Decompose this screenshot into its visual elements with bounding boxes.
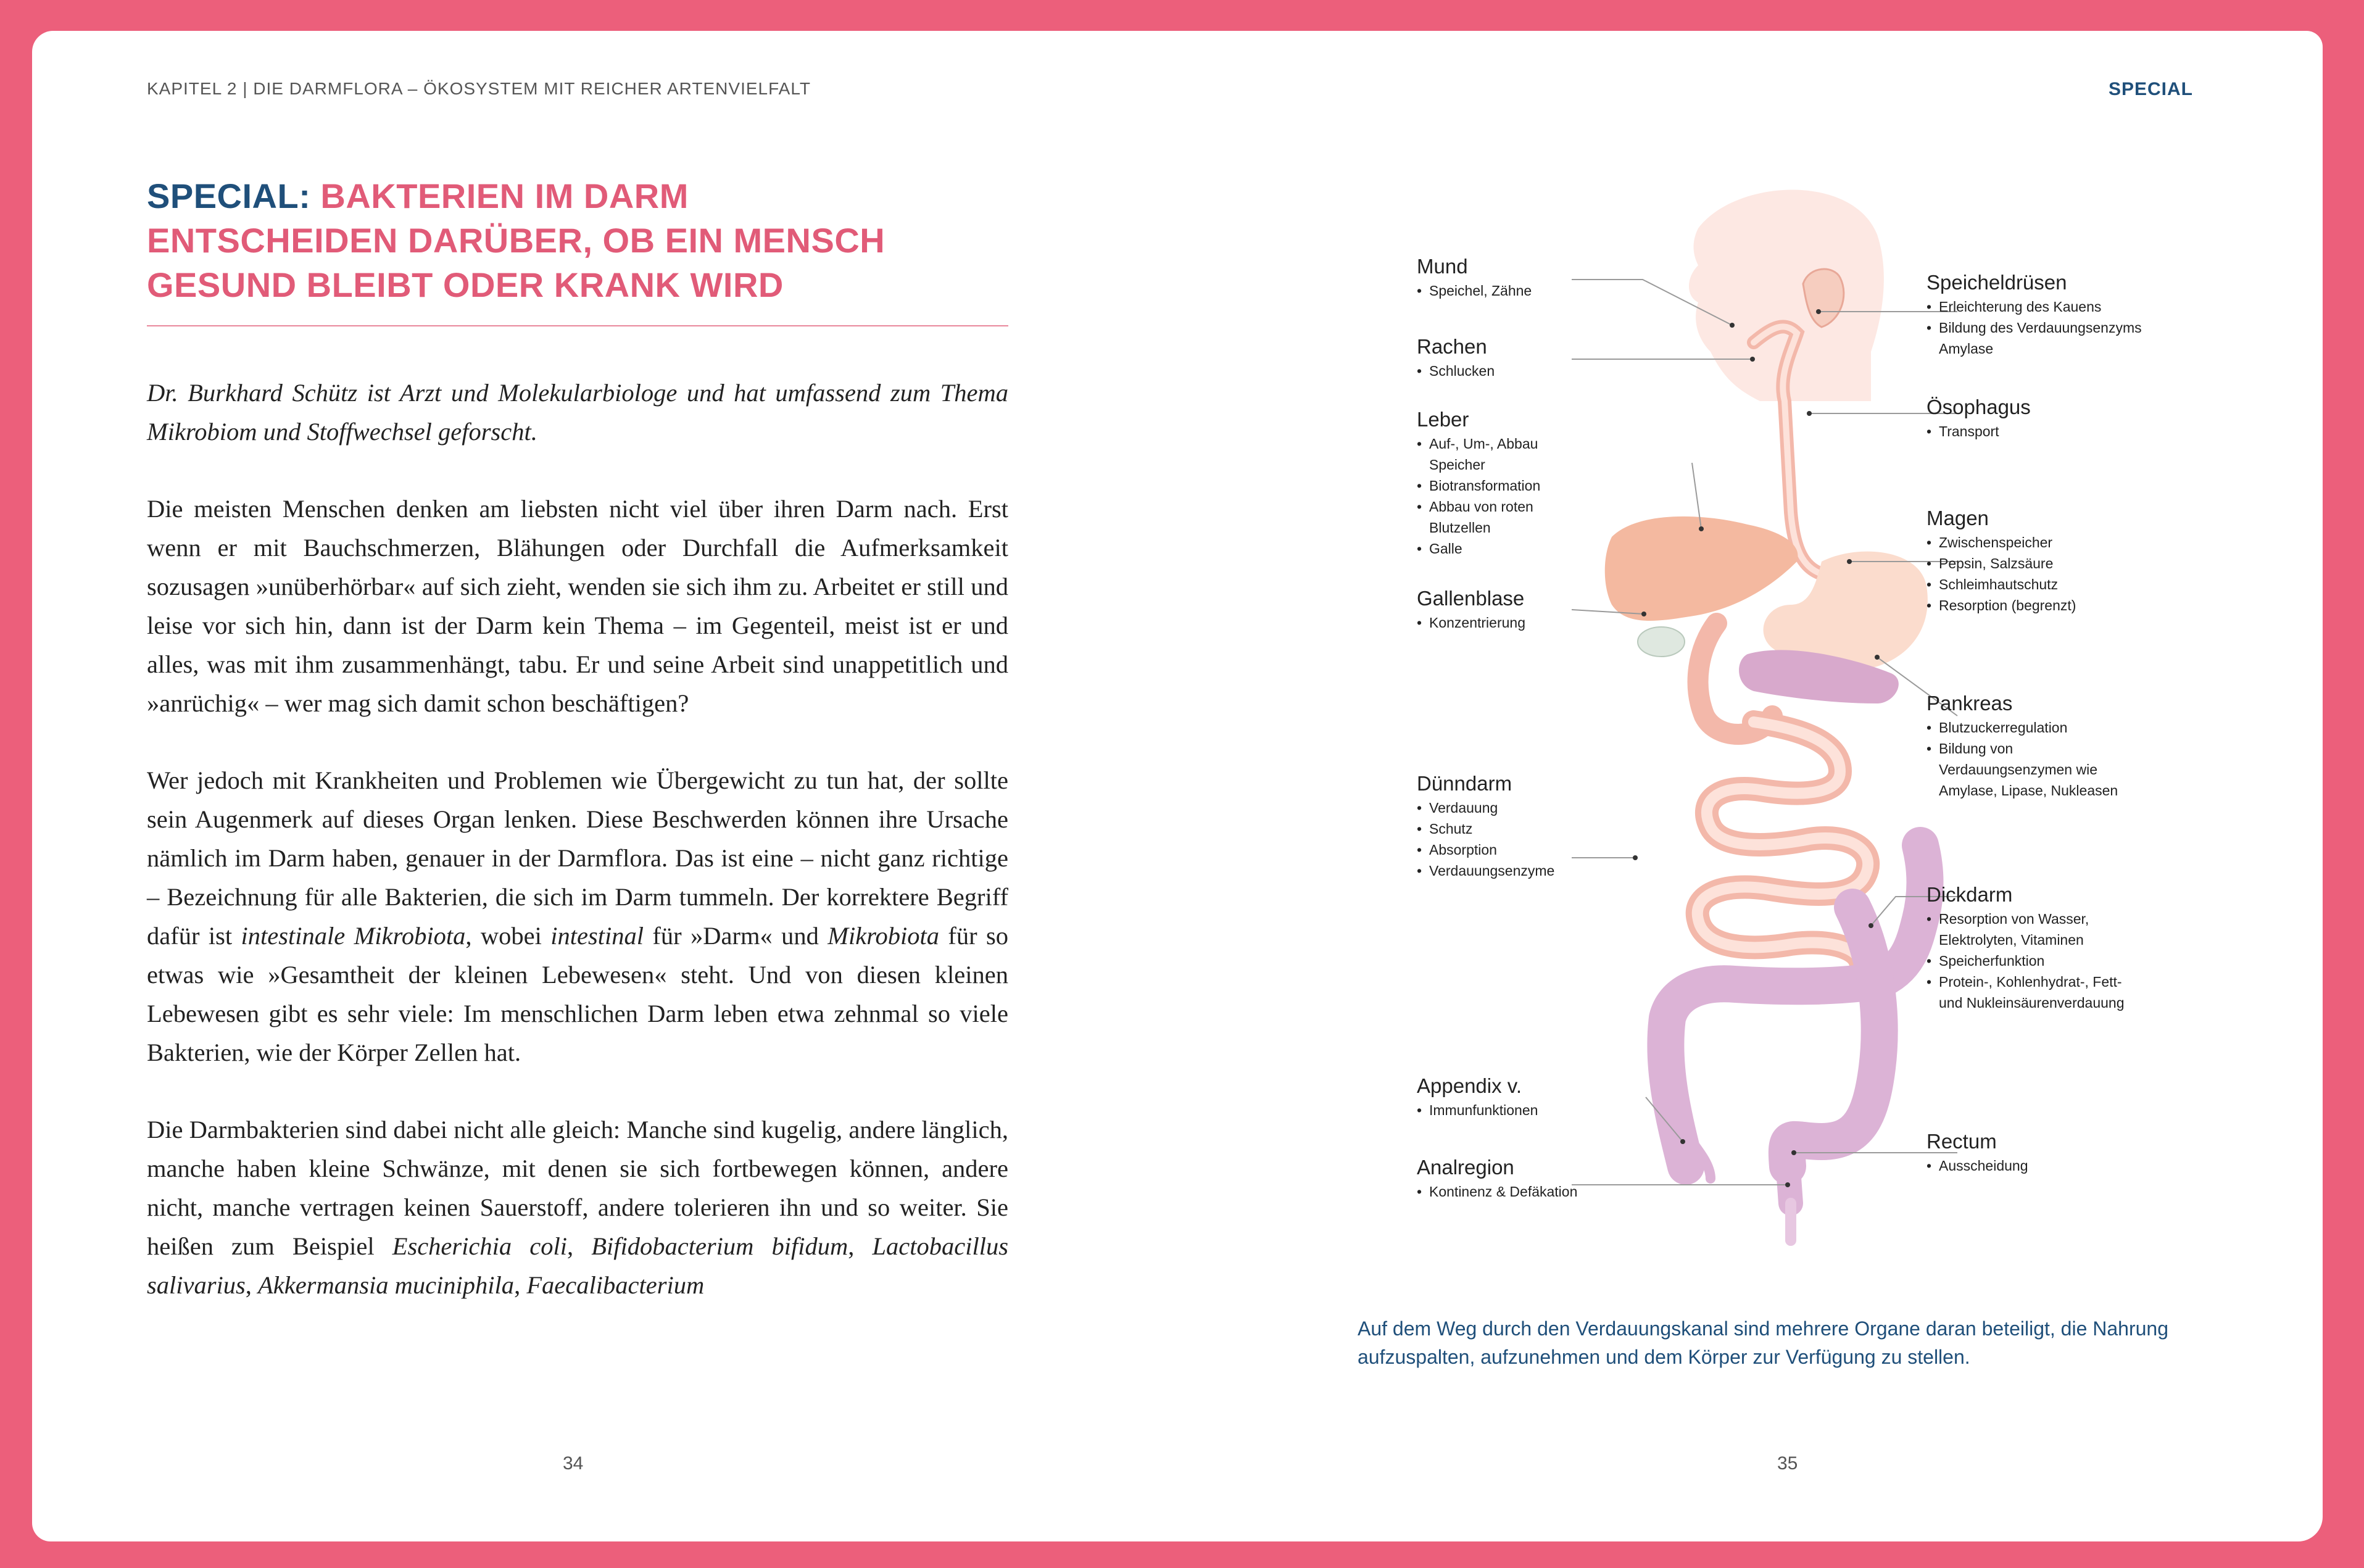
figure-caption: Auf dem Weg durch den Verdauungskanal sind mehrere Organe daran beteiligt, die Nahrung aufzuspalten, aufzunehmen und dem Körper zur Verfügung zu stellen. — [1358, 1317, 2169, 1368]
label-mund — [1417, 254, 1532, 301]
label-dickdarm-item: • Speicherfunktion — [1926, 950, 2136, 971]
label-dickdarm-item: • Protein-, Kohlenhydrat-, Fett- und Nukleinsäurenverdauung — [1926, 971, 2136, 1013]
p3-species-1: Escherichia coli — [392, 1232, 567, 1260]
label-leber — [1417, 407, 1577, 559]
label-gallenblase — [1417, 586, 1525, 633]
label-magen-item: • Zwischenspeicher — [1926, 532, 2076, 553]
label-duenndarm-item: • Absorption — [1417, 839, 1554, 860]
label-speicheldruesen-title: Speicheldrüsen — [1926, 271, 2067, 294]
liver-shape — [1605, 516, 1798, 621]
label-duenndarm-item: • Verdauungsenzyme — [1417, 860, 1554, 881]
label-pankreas — [1926, 691, 2136, 801]
p2-text-c: für »Darm« und — [643, 922, 828, 950]
book-spread — [32, 31, 2323, 1541]
label-gallenblase-item: • Konzentrierung — [1417, 612, 1525, 633]
page-number-right: 35 — [1777, 1453, 1798, 1474]
label-magen-item: • Schleimhautschutz — [1926, 574, 2076, 595]
p3-sep-4: , — [514, 1271, 527, 1299]
label-speicheldruesen-item: • Bildung des Verdauungsenzyms Amylase — [1926, 317, 2161, 359]
label-leber-item: • Auf-, Um-, Abbau Speicher — [1417, 433, 1577, 475]
p2-term-c: Mikrobiota — [827, 922, 939, 950]
label-dickdarm-title: Dickdarm — [1926, 883, 2013, 906]
label-magen-item: • Pepsin, Salzsäure — [1926, 553, 2076, 574]
label-appendix-title: Appendix v. — [1417, 1074, 1522, 1097]
label-oesophagus-title: Ösophagus — [1926, 396, 2031, 418]
p3-species-3: Lactobacillus salivarius — [147, 1232, 1009, 1299]
label-oesophagus — [1926, 395, 2031, 442]
title-line-2: ENTSCHEIDEN DARÜBER, OB EIN MENSCH — [147, 221, 885, 260]
label-speicheldruesen-item: • Erleichterung des Kauens — [1926, 296, 2161, 317]
label-rachen — [1417, 334, 1495, 381]
p3-text-a: Die Darmbakterien sind dabei nicht alle gleich: Manche sind kugelig, andere länglich, manche haben kleine Schwänze, mit denen sie sich fortbewegen können, andere nicht, manche vertragen keinen Sauerstoff, andere tolerieren ihn und so weiter. Sie heißen zum Beispiel — [147, 1116, 1008, 1260]
p3-sep-1: , — [566, 1232, 592, 1260]
label-rachen-title: Rachen — [1417, 335, 1487, 358]
label-duenndarm-title: Dünndarm — [1417, 772, 1512, 795]
p3-species-5: Faecalibacterium — [526, 1271, 705, 1299]
running-head-left: KAPITEL 2 | DIE DARMFLORA – ÖKOSYSTEM MIT REICHER ARTENVIELFALT — [147, 79, 811, 98]
label-magen-title: Magen — [1926, 507, 1989, 529]
label-mund-item: • Speichel, Zähne — [1417, 280, 1532, 301]
small-intestine-shape — [1698, 722, 1868, 993]
label-leber-title: Leber — [1417, 408, 1469, 431]
p2-term-a: intestinale Mikrobiota — [241, 922, 466, 950]
label-analregion-item: • Kontinenz & Defäkation — [1417, 1181, 1577, 1202]
label-duenndarm-item: • Schutz — [1417, 818, 1554, 839]
label-analregion — [1417, 1155, 1577, 1202]
title-lead: SPECIAL: — [147, 176, 311, 215]
rectum-shape — [1788, 1160, 1791, 1203]
p2-text-b: , wobei — [465, 922, 551, 950]
intro-paragraph: Dr. Burkhard Schütz ist Arzt und Molekularbiologe und hat umfassend zum Thema Mikrobiom und Stoffwechsel geforscht. — [147, 379, 1008, 446]
label-rectum — [1926, 1129, 2028, 1176]
label-magen-item: • Resorption (begrenzt) — [1926, 595, 2076, 616]
gallbladder-shape — [1638, 627, 1685, 657]
label-speicheldruesen — [1926, 270, 2161, 359]
label-appendix-item: • Immunfunktionen — [1417, 1100, 1538, 1121]
label-dickdarm — [1926, 882, 2136, 1013]
p3-sep-2: , — [848, 1232, 873, 1260]
label-gallenblase-title: Gallenblase — [1417, 587, 1525, 610]
label-rectum-item: • Ausscheidung — [1926, 1155, 2028, 1176]
label-leber-item: • Biotransformation — [1417, 475, 1577, 496]
running-head-right: SPECIAL — [2108, 79, 2193, 99]
label-pankreas-title: Pankreas — [1926, 692, 2013, 715]
p2-term-b: intestinal — [550, 922, 644, 950]
p2-text-d: für so etwas wie »Gesamtheit der kleinen Lebewesen« steht. Und von diesen kleinen Lebewesen gibt es sehr viele: Im menschlichen Darm leben etwa zehnmal so viele Bakterien, wie der Körper Zellen hat. — [147, 922, 1008, 1066]
label-analregion-title: Analregion — [1417, 1156, 1514, 1179]
label-leber-item: • Galle — [1417, 538, 1577, 559]
label-leber-item: • Abbau von roten Blutzellen — [1417, 496, 1577, 538]
label-appendix — [1417, 1074, 1538, 1121]
label-pankreas-item: • Blutzuckerregulation — [1926, 717, 2136, 738]
page-number-left: 34 — [563, 1453, 584, 1474]
label-rectum-title: Rectum — [1926, 1130, 1997, 1153]
title-line-3: GESUND BLEIBT ODER KRANK WIRD — [147, 265, 784, 304]
label-pankreas-item: • Bildung von Verdauungsenzymen wie Amylase, Lipase, Nukleasen — [1926, 738, 2136, 801]
paragraph-1: Die meisten Menschen denken am liebsten nicht viel über ihren Darm nach. Erst wenn er mit Bauchschmerzen, Blähungen oder Durchfall die Aufmerksamkeit sozusagen »unüberhörbar« auf sich zieht, wenden sie sich ihm zu. Arbeitet er still und leise vor sich hin, dann ist der Darm kein Thema – im Gegenteil, meist ist er und alles, was mit ihm zusammenhängt, tabu. Er und seine Arbeit sind unappetitlich und »anrüchig« – wer mag sich damit schon beschäftigen? — [147, 495, 1008, 717]
p3-sep-3: , — [245, 1271, 259, 1299]
p3-species-4: Akkermansia muciniphila — [258, 1271, 515, 1299]
label-rachen-item: • Schlucken — [1417, 360, 1495, 381]
label-duenndarm — [1417, 771, 1554, 881]
label-oesophagus-item: • Transport — [1926, 421, 2031, 442]
title-line-1: BAKTERIEN IM DARM — [320, 176, 689, 215]
label-mund-title: Mund — [1417, 255, 1468, 278]
p2-text-a: Wer jedoch mit Krankheiten und Problemen wie Übergewicht zu tun hat, der sollte sein Augenmerk auf dieses Organ lenken. Diese Beschwerden können ihre Ursache nämlich im Darm haben, genauer in der Darmflora. Das ist eine – nicht ganz richtige – Bezeichnung für alle Bakterien, die sich im Darm tummeln. Der korrektere Begriff dafür ist — [147, 766, 1008, 950]
label-duenndarm-item: • Verdauung — [1417, 797, 1554, 818]
label-dickdarm-item: • Resorption von Wasser, Elektrolyten, Vitaminen — [1926, 908, 2136, 950]
p3-species-2: Bifidobacterium bifidum — [591, 1232, 848, 1260]
label-magen — [1926, 506, 2076, 616]
